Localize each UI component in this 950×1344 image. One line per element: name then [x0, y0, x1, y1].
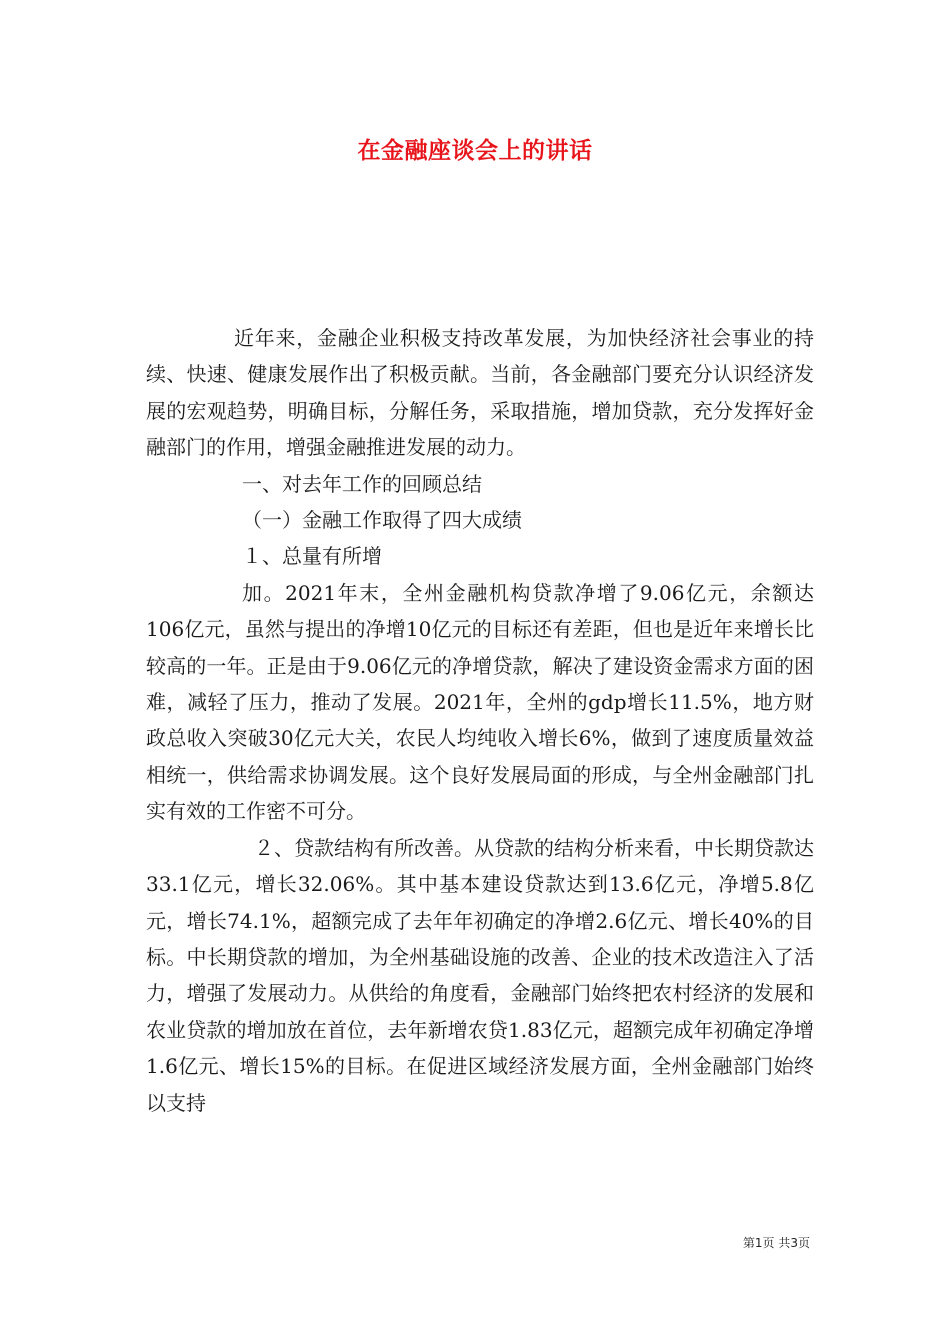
page-number: 第1页 共3页: [742, 1236, 810, 1250]
subsection-heading: （一）金融工作取得了四大成绩: [242, 508, 522, 533]
page-title: 在金融座谈会上的讲话: [357, 138, 593, 164]
section-heading: 一、对去年工作的回顾总结: [242, 471, 482, 496]
paragraph-item-1: 加。2021年末，全州金融机构贷款净增了9.06亿元，余额达106亿元，虽然与提出的净增10亿元的目标还有差距，但也是近年来增长比较高的一年。正是由于9.06亿元的净增贷款，解决了建设资金需求方面的困难，减轻了压力，推动了发展。2021年，全州的gdp增长11.5%，地方财政总收入突破30亿元大关，农民人均纯收入增长6%，做到了速度质量效益相统一，供给需求协调发展。这个良好发展局面的形成，与全州金融部门扎实有效的工作密不可分。: [146, 580, 814, 824]
item-heading-1: １、总量有所增: [242, 544, 382, 569]
document-body: [146, 320, 814, 1121]
paragraph-intro: 近年来，金融企业积极支持改革发展，为加快经济社会事业的持续、快速、健康发展作出了积极贡献。当前，各金融部门要充分认识经济发展的宏观趋势，明确目标，分解任务，采取措施，增加贷款，充分发挥好金融部门的作用，增强金融推进发展的动力。: [146, 326, 814, 460]
paragraph-item-2: ２、贷款结构有所改善。从贷款的结构分析来看，中长期贷款达33.1亿元，增长32.06%。其中基本建设贷款达到13.6亿元，净增5.8亿元，增长74.1%，超额完成了去年年初确定的净增2.6亿元、增长40%的目标。中长期贷款的增加，为全州基础设施的改善、企业的技术改造注入了活力，增强了发展动力。从供给的角度看，金融部门始终把农村经济的发展和农业贷款的增加放在首位，去年新增农贷1.83亿元，超额完成年初确定净增1.6亿元、增长15%的目标。在促进区域经济发展方面，全州金融部门始终以支持: [146, 835, 814, 1115]
